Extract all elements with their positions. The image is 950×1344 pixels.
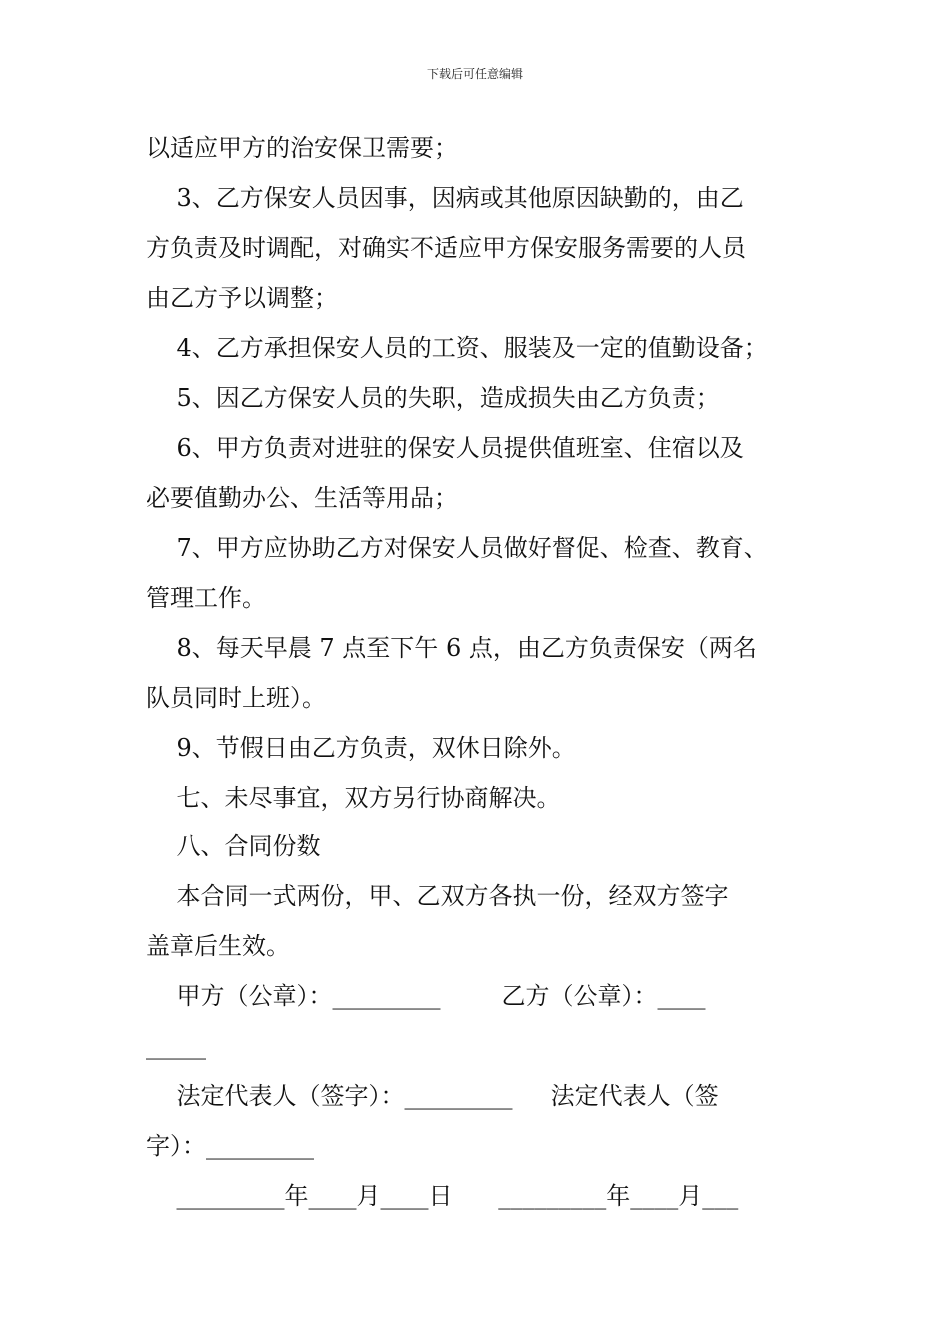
document-line: 八、合同份数 — [146, 832, 321, 860]
signature-line-date: _________年____月____日 _________年____月___ — [146, 1182, 739, 1210]
signature-line-seal: 甲方（公章）：_________ 乙方（公章）：____ — [146, 982, 706, 1010]
signature-line-representative-cont: 字）：_________ — [146, 1132, 314, 1160]
signature-line-representative: 法定代表人（签字）：_________ 法定代表人（签 — [146, 1082, 719, 1110]
document-line: 4、乙方承担保安人员的工资、服装及一定的值勤设备； — [146, 334, 768, 362]
document-line: 盖章后生效。 — [146, 932, 290, 960]
document-line: 6、甲方负责对进驻的保安人员提供值班室、住宿以及 — [146, 434, 744, 462]
document-line: 管理工作。 — [146, 584, 266, 612]
document-line: 队员同时上班）。 — [146, 684, 326, 712]
document-line: 由乙方予以调整； — [146, 284, 338, 312]
document-line: 必要值勤办公、生活等用品； — [146, 484, 458, 512]
page-header: 下载后可任意编辑 — [426, 67, 523, 81]
document-line: 本合同一式两份，甲、乙双方各执一份，经双方签字 — [146, 882, 729, 910]
document-line: 8、每天早晨 7 点至下午 6 点，由乙方负责保安（两名 — [146, 634, 757, 662]
signature-line-seal-cont: _____ — [146, 1032, 206, 1060]
document-line: 七、未尽事宜，双方另行协商解决。 — [146, 784, 561, 812]
document-line: 9、节假日由乙方负责，双休日除外。 — [146, 734, 576, 762]
document-line: 3、乙方保安人员因事，因病或其他原因缺勤的，由乙 — [146, 184, 744, 212]
document-line: 5、因乙方保安人员的失职，造成损失由乙方负责； — [146, 384, 720, 412]
document-line: 方负责及时调配，对确实不适应甲方保安服务需要的人员 — [146, 234, 746, 262]
document-line: 以适应甲方的治安保卫需要； — [146, 134, 458, 162]
document-line: 7、甲方应协助乙方对保安人员做好督促、检查、教育、 — [146, 534, 768, 562]
